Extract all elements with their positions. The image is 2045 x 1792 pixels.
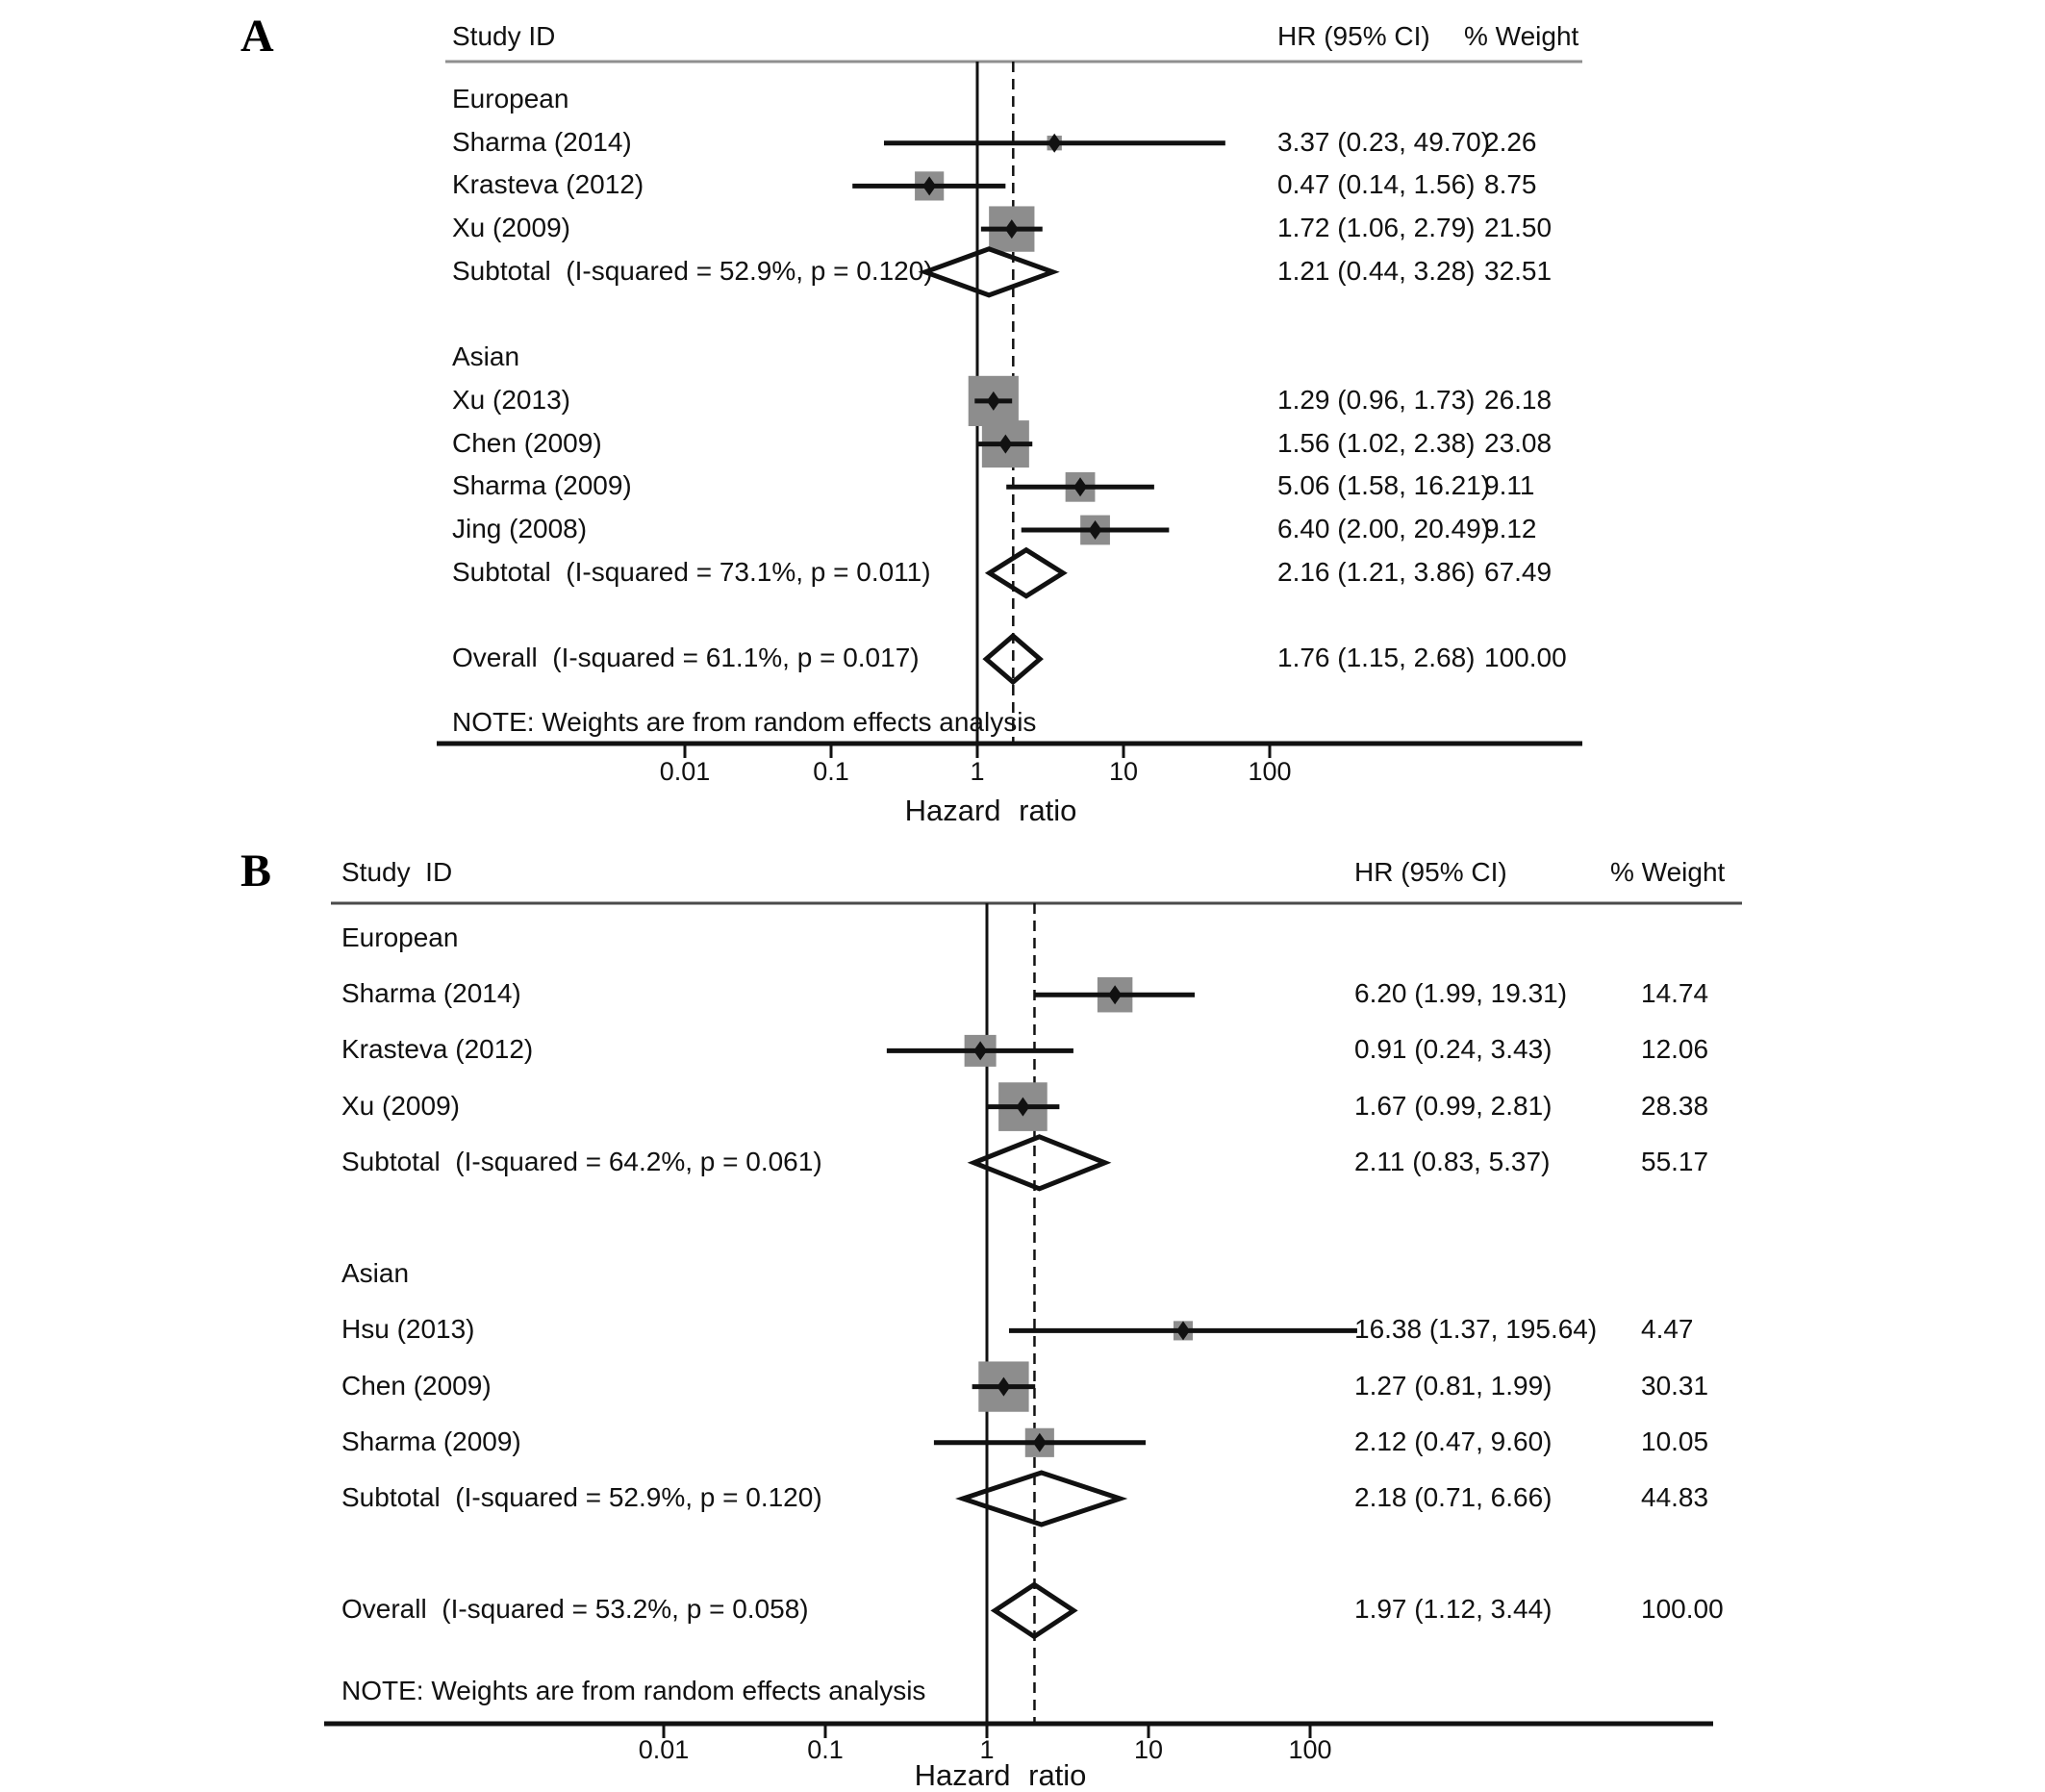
study-label: Sharma (2014)	[452, 126, 632, 157]
x-axis-title: Hazard ratio	[904, 794, 1077, 827]
study-label: Xu (2009)	[452, 213, 570, 243]
study-label: Chen (2009)	[341, 1370, 492, 1401]
hr-ci-value: 3.37 (0.23, 49.70)	[1277, 126, 1491, 157]
weight-value: 12.06	[1641, 1034, 1709, 1065]
subtotal-diamond	[973, 1137, 1104, 1189]
hr-ci-value: 6.40 (2.00, 20.49)	[1277, 514, 1491, 543]
column-header-hr: HR (95% CI)	[1277, 21, 1430, 51]
weight-value: 32.51	[1484, 255, 1553, 286]
study-label: Xu (2009)	[341, 1090, 460, 1121]
weight-value: 30.31	[1641, 1370, 1709, 1401]
weight-value: 10.05	[1641, 1426, 1709, 1456]
group-label: European	[341, 922, 459, 952]
weight-value: 28.38	[1641, 1090, 1709, 1121]
weight-value: 44.83	[1641, 1482, 1709, 1512]
hr-ci-value: 1.27 (0.81, 1.99)	[1354, 1370, 1553, 1401]
axis-tick-label: 100	[1248, 757, 1292, 786]
weight-value: 21.50	[1484, 213, 1553, 243]
hr-ci-value: 1.76 (1.15, 2.68)	[1277, 643, 1476, 673]
hr-ci-value: 1.56 (1.02, 2.38)	[1277, 427, 1476, 458]
group-label: European	[452, 84, 569, 114]
study-label: Sharma (2009)	[341, 1426, 521, 1456]
weight-value: 67.49	[1484, 556, 1553, 587]
weight-value: 55.17	[1641, 1146, 1709, 1176]
study-label: Sharma (2014)	[341, 978, 521, 1009]
study-label: Jing (2008)	[452, 514, 588, 543]
subtotal-label: Subtotal (I-squared = 73.1%, p = 0.011)	[452, 556, 931, 587]
weight-value: 9.11	[1484, 470, 1535, 501]
random-effects-note: NOTE: Weights are from random effects analysis	[341, 1676, 926, 1705]
subtotal-diamond	[925, 249, 1053, 295]
study-label: Xu (2013)	[452, 384, 570, 415]
group-label: Asian	[341, 1258, 410, 1289]
weight-value: 4.47	[1641, 1314, 1694, 1345]
axis-tick-label: 100	[1288, 1735, 1332, 1764]
x-axis-title: Hazard ratio	[914, 1758, 1087, 1792]
subtotal-diamond	[990, 550, 1064, 596]
hr-ci-value: 5.06 (1.58, 16.21)	[1277, 470, 1491, 501]
panel-letter: A	[240, 11, 274, 62]
hr-ci-value: 2.11 (0.83, 5.37)	[1354, 1146, 1551, 1176]
study-label: Krasteva (2012)	[452, 169, 644, 200]
subtotal-label: Subtotal (I-squared = 52.9%, p = 0.120)	[341, 1482, 822, 1512]
subtotal-label: Subtotal (I-squared = 64.2%, p = 0.061)	[341, 1146, 822, 1176]
weight-value: 9.12	[1484, 514, 1537, 543]
hr-ci-value: 1.29 (0.96, 1.73)	[1277, 384, 1476, 415]
study-label: Krasteva (2012)	[341, 1034, 534, 1065]
hr-ci-value: 2.18 (0.71, 6.66)	[1354, 1482, 1553, 1512]
column-header-weight: % Weight	[1610, 857, 1726, 887]
study-label: Hsu (2013)	[341, 1314, 475, 1345]
axis-tick-label: 10	[1133, 1735, 1164, 1764]
axis-tick-label: 0.1	[807, 1735, 844, 1764]
weight-value: 2.26	[1484, 126, 1537, 157]
hr-ci-value: 1.67 (0.99, 2.81)	[1354, 1090, 1553, 1121]
hr-ci-value: 0.47 (0.14, 1.56)	[1277, 169, 1476, 200]
weight-value: 26.18	[1484, 384, 1553, 415]
hr-ci-value: 1.97 (1.12, 3.44)	[1354, 1594, 1553, 1625]
random-effects-note: NOTE: Weights are from random effects analysis	[452, 707, 1037, 737]
hr-ci-value: 0.91 (0.24, 3.43)	[1354, 1034, 1553, 1065]
subtotal-label: Subtotal (I-squared = 52.9%, p = 0.120)	[452, 255, 933, 286]
column-header-weight: % Weight	[1464, 21, 1579, 51]
hr-ci-value: 2.12 (0.47, 9.60)	[1354, 1426, 1553, 1456]
axis-tick-label: 1	[970, 757, 985, 786]
weight-value: 100.00	[1484, 643, 1567, 673]
weight-value: 23.08	[1484, 427, 1553, 458]
weight-value: 14.74	[1641, 978, 1709, 1009]
study-label: Chen (2009)	[452, 427, 602, 458]
group-label: Asian	[452, 341, 520, 372]
axis-tick-label: 10	[1108, 757, 1139, 786]
overall-label: Overall (I-squared = 61.1%, p = 0.017)	[452, 643, 920, 673]
axis-tick-label: 0.1	[813, 757, 849, 786]
axis-tick-label: 0.01	[659, 757, 711, 786]
hr-ci-value: 6.20 (1.99, 19.31)	[1354, 978, 1568, 1009]
weight-value: 100.00	[1641, 1594, 1724, 1625]
overall-label: Overall (I-squared = 53.2%, p = 0.058)	[341, 1594, 809, 1625]
overall-diamond	[995, 1584, 1073, 1636]
column-header-hr: HR (95% CI)	[1354, 857, 1507, 887]
axis-tick-label: 1	[979, 1735, 995, 1764]
hr-ci-value: 1.21 (0.44, 3.28)	[1277, 255, 1476, 286]
weight-value: 8.75	[1484, 169, 1537, 200]
hr-ci-value: 2.16 (1.21, 3.86)	[1277, 556, 1476, 587]
study-label: Sharma (2009)	[452, 470, 632, 501]
hr-ci-value: 1.72 (1.06, 2.79)	[1277, 213, 1476, 243]
panel-letter: B	[240, 846, 272, 896]
axis-tick-label: 0.01	[638, 1735, 690, 1764]
hr-ci-value: 16.38 (1.37, 195.64)	[1354, 1314, 1598, 1345]
column-header-study: Study ID	[452, 21, 556, 51]
column-header-study: Study ID	[341, 857, 453, 887]
